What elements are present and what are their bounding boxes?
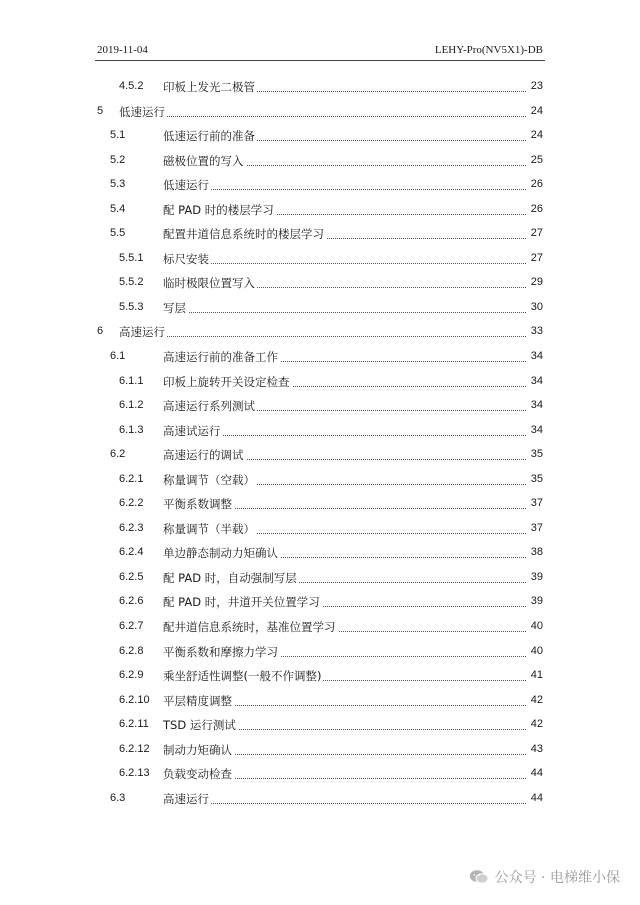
toc-entry-number: 4.5.2 [119,80,144,92]
toc-entry-title: 临时极限位置写入 [163,276,255,291]
toc-entry-title: 标尺安装 [163,251,209,266]
toc-entry[interactable] [0,469,640,494]
toc-entry-number: 6.1 [110,350,126,363]
toc-entry[interactable] [0,125,640,150]
toc-entry[interactable] [0,641,640,666]
toc-entry-page: 26 [527,203,543,215]
wechat-icon [469,869,489,885]
toc-entry-number: 5 [97,104,104,117]
watermark [469,867,620,887]
toc-entry[interactable] [0,420,640,445]
toc-entry[interactable] [0,174,640,199]
toc-entry-number: 5.3 [110,178,126,191]
toc-entry-page: 37 [527,497,543,509]
toc-entry[interactable] [0,371,640,396]
toc-entry-title: 高速运行 [119,325,165,340]
toc-entry[interactable] [0,763,640,788]
dot-leader [119,116,528,117]
toc-entry-title: 配置井道信息系统时的楼层学习 [163,227,324,242]
toc-entry-page: 34 [527,350,543,362]
toc-entry[interactable] [0,150,640,175]
toc-entry[interactable] [0,493,640,518]
toc-entry-number: 6.2.2 [119,497,144,510]
toc-entry-title: 磁极位置的写入 [163,153,244,168]
toc-entry[interactable] [0,788,640,813]
toc-entry[interactable] [0,346,640,371]
toc-entry-title: 称量调节（半载） [163,521,255,536]
dot-leader [163,189,528,190]
toc-entry-page: 40 [527,620,543,632]
toc-entry-page: 30 [527,301,543,313]
toc-entry-number: 5.5.2 [119,276,144,289]
toc-entry-page: 29 [527,276,543,288]
toc-entry-title: 低速运行 [119,104,165,119]
toc-entry-number: 5.4 [110,202,126,215]
toc-entry-number: 6.2.11 [119,718,149,731]
toc-entry-page: 35 [527,448,543,460]
toc-entry-title: 制动力矩确认 [163,742,232,757]
toc-entry-number: 5.5 [110,227,126,240]
dot-leader [163,312,528,313]
toc-entry-page: 39 [527,571,543,583]
toc-entry-title: 乘坐舒适性调整(一般不作调整) [163,669,322,684]
toc-entry-number: 6.2.1 [119,472,144,485]
watermark-text: 公众号 · 电梯维小保 [494,870,620,886]
header-model: LEHY-Pro(NV5X1)-DB [434,44,543,56]
header-rule [95,60,545,61]
toc-entry-number: 5.2 [110,153,126,166]
toc-entry-title: 高速运行 [163,791,209,806]
toc-entry-title: 配 PAD 时，井道开关位置学习 [163,595,320,610]
toc-entry[interactable] [0,272,640,297]
toc-entry-title: 称量调节（空载） [163,472,255,487]
toc-entry-page: 23 [527,80,543,92]
toc-entry-page: 42 [527,718,543,730]
toc-entry-page: 34 [527,424,543,436]
toc-entry-page: 27 [527,252,543,264]
toc-entry-title: 高速运行前的准备工作 [163,350,278,365]
page-header [0,0,640,62]
toc-entry-page: 41 [527,669,543,681]
toc-entry-number: 6.1.3 [119,423,144,436]
toc-entry-number: 6.2.3 [119,521,144,534]
toc-entry-number: 6.2.5 [119,570,144,583]
toc-entry-page: 27 [527,227,543,239]
toc-entry[interactable] [0,444,640,469]
toc-entry[interactable] [0,223,640,248]
toc-entry-number: 6 [97,325,104,338]
toc-entry-title: 低速运行前的准备 [163,129,255,144]
dot-leader [163,263,528,264]
toc-entry[interactable] [0,518,640,543]
toc-entry[interactable] [0,321,640,346]
toc-entry-title: 印板上发光二极管 [163,80,255,94]
toc-entry-page: 24 [527,129,543,141]
toc-entry-title: 单边静态制动力矩确认 [163,546,278,561]
toc-entry-title: 配井道信息系统时，基准位置学习 [163,620,336,635]
toc-entry-number: 6.2.4 [119,546,144,559]
header-date: 2019-11-04 [97,44,148,56]
toc-entry[interactable] [0,101,640,126]
toc-entry-page: 35 [527,473,543,485]
toc-entry-page: 44 [527,792,543,804]
toc-entry-title: 配 PAD 时的楼层学习 [163,202,274,217]
toc-entry-title: 高速运行的调试 [163,448,244,463]
toc-entry-number: 6.3 [110,791,126,804]
toc-entry-page: 34 [527,375,543,387]
toc-entry-page: 34 [527,399,543,411]
toc-entry[interactable] [0,395,640,420]
toc-entry-page: 25 [527,154,543,166]
toc-entry[interactable] [0,297,640,322]
toc-entry-page: 42 [527,694,543,706]
toc-entry-number: 6.2.10 [119,693,150,706]
toc-entry-page: 24 [527,105,543,117]
toc-entry-title: 高速试运行 [163,423,221,438]
toc-entry[interactable] [0,714,640,739]
table-of-contents [0,76,640,812]
toc-entry[interactable] [0,591,640,616]
toc-entry[interactable] [0,739,640,764]
toc-entry-number: 6.2.7 [119,620,144,633]
toc-entry-number: 5.5.1 [119,251,144,264]
toc-entry-page: 26 [527,178,543,190]
toc-entry-title: 印板上旋转开关设定检查 [163,374,290,389]
toc-entry[interactable] [0,665,640,690]
toc-entry-page: 33 [527,325,543,337]
toc-entry-number: 5.5.3 [119,300,144,313]
toc-entry-number: 6.2.6 [119,595,144,608]
toc-entry[interactable] [0,248,640,273]
toc-entry-title: 平层精度调整 [163,693,232,708]
toc-entry-title: 低速运行 [163,178,209,193]
toc-entry-number: 6.1.1 [119,374,144,387]
toc-entry-page: 44 [527,767,543,779]
toc-entry-number: 6.2.13 [119,767,150,780]
toc-entry[interactable] [0,76,640,101]
dot-leader [119,336,528,337]
toc-entry-title: 高速运行系列测试 [163,399,255,414]
toc-entry-title: 平衡系数调整 [163,497,232,512]
toc-entry-title: TSD 运行测试 [163,718,236,733]
toc-entry-page: 39 [527,595,543,607]
toc-entry-page: 43 [527,743,543,755]
toc-entry[interactable] [0,616,640,641]
toc-entry[interactable] [0,542,640,567]
toc-entry-title: 负载变动检查 [163,767,232,782]
toc-entry-title: 配 PAD 时，自动强制写层 [163,570,297,585]
toc-entry-number: 6.2.8 [119,644,144,657]
toc-entry-number: 6.1.2 [119,399,144,412]
toc-entry-number: 5.1 [110,129,126,142]
toc-entry[interactable] [0,690,640,715]
dot-leader [163,803,528,804]
toc-entry-page: 37 [527,522,543,534]
toc-entry-title: 写层 [163,300,186,315]
toc-entry-page: 40 [527,645,543,657]
toc-entry-title: 平衡系数和摩擦力学习 [163,644,278,659]
toc-entry-page: 38 [527,546,543,558]
toc-entry-number: 6.2.9 [119,669,144,682]
toc-entry-number: 6.2 [110,448,126,461]
toc-entry-number: 6.2.12 [119,742,150,755]
toc-entry[interactable] [0,199,640,224]
toc-entry[interactable] [0,567,640,592]
